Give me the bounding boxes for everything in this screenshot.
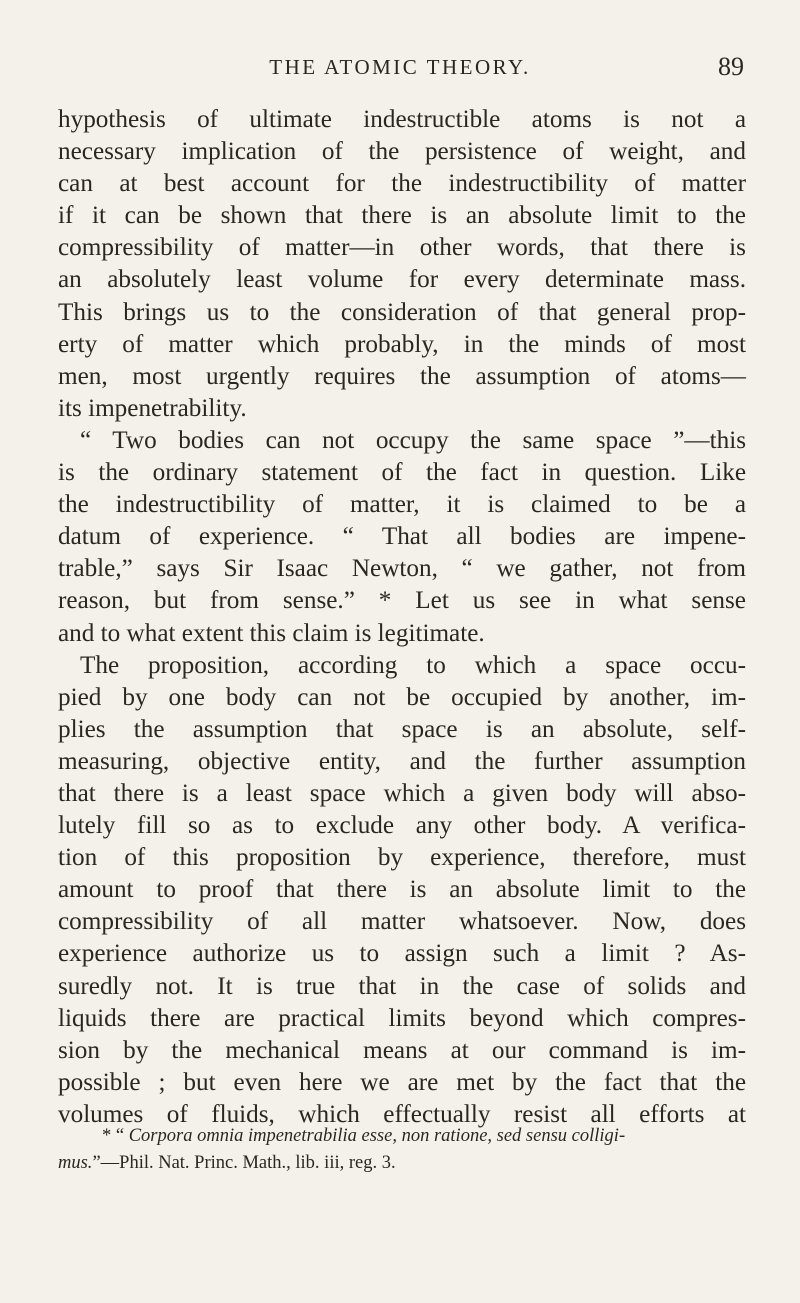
text-line: plies the assumption that space is an absolute, self- [58, 715, 746, 743]
text-line: pied by one body can not be occupied by another, im- [58, 683, 746, 711]
text-line: its impenetrability. [58, 394, 247, 422]
page-number: 89 [718, 52, 744, 81]
text-line: an absolutely least volume for every determinate mass. [58, 266, 746, 294]
text-line: hypothesis of ultimate indestructible atoms is not a [58, 106, 746, 133]
text-line: The proposition, according to which a space occu- [80, 651, 746, 679]
text-line: and to what extent this claim is legitimate. [58, 619, 485, 647]
footnote-marker: * “ [102, 1126, 125, 1146]
running-head [0, 50, 800, 84]
text-line: can at best account for the indestructibility of matter [58, 170, 746, 198]
text-line: datum of experience. “ That all bodies are impene- [58, 523, 746, 551]
body-text [58, 104, 746, 1131]
footnote-quote: mus. [58, 1153, 93, 1173]
text-line: compressibility of matter—in other words, that there is [58, 234, 746, 262]
text-line: “ Two bodies can not occupy the same space ”—this [80, 426, 746, 454]
text-line: reason, but from sense.” * Let us see in what sense [58, 587, 746, 615]
text-line: lutely fill so as to exclude any other body. A verifica- [58, 812, 746, 840]
text-line: if it can be shown that there is an absolute limit to the [58, 202, 746, 230]
text-line: that there is a least space which a given body will abso- [58, 779, 746, 807]
text-line: compressibility of all matter whatsoever. Now, does [58, 908, 746, 936]
running-title: THE ATOMIC THEORY. [269, 55, 531, 79]
text-line: is the ordinary statement of the fact in question. Like [58, 459, 746, 487]
text-line: suredly not. It is true that in the case of solids and [58, 972, 746, 1000]
text-line: sion by the mechanical means at our command is im- [58, 1036, 746, 1064]
text-line: trable,” says Sir Isaac Newton, “ we gather, not from [58, 555, 746, 583]
text-line: erty of matter which probably, in the minds of most [58, 330, 746, 358]
footnote-citation: ”—Phil. Nat. Princ. Math., lib. iii, reg. 3. [92, 1153, 396, 1173]
text-line: men, most urgently requires the assumption of atoms— [58, 362, 746, 390]
text-line: necessary implication of the persistence of weight, and [58, 138, 746, 166]
text-line: tion of this proposition by experience, therefore, must [58, 844, 746, 872]
footnote-line [58, 1150, 746, 1177]
text-line: amount to proof that there is an absolute limit to the [58, 876, 746, 904]
text-line: measuring, objective entity, and the further assumption [58, 747, 746, 775]
text-line: the indestructibility of matter, it is claimed to be a [58, 491, 746, 519]
text-line: This brings us to the consideration of that general prop- [58, 298, 746, 326]
text-line: volumes of fluids, which effectually resist all efforts at [58, 1100, 746, 1128]
text-line: liquids there are practical limits beyond which compres- [58, 1004, 746, 1032]
text-line: experience authorize us to assign such a limit ? As- [58, 940, 746, 968]
footnote-line [58, 1123, 746, 1150]
footnote [58, 1123, 746, 1177]
text-line: possible ; but even here we are met by the fact that the [58, 1068, 746, 1096]
footnote-quote: Corpora omnia impenetrabilia esse, non ratione, sed sensu colligi- [128, 1126, 626, 1146]
